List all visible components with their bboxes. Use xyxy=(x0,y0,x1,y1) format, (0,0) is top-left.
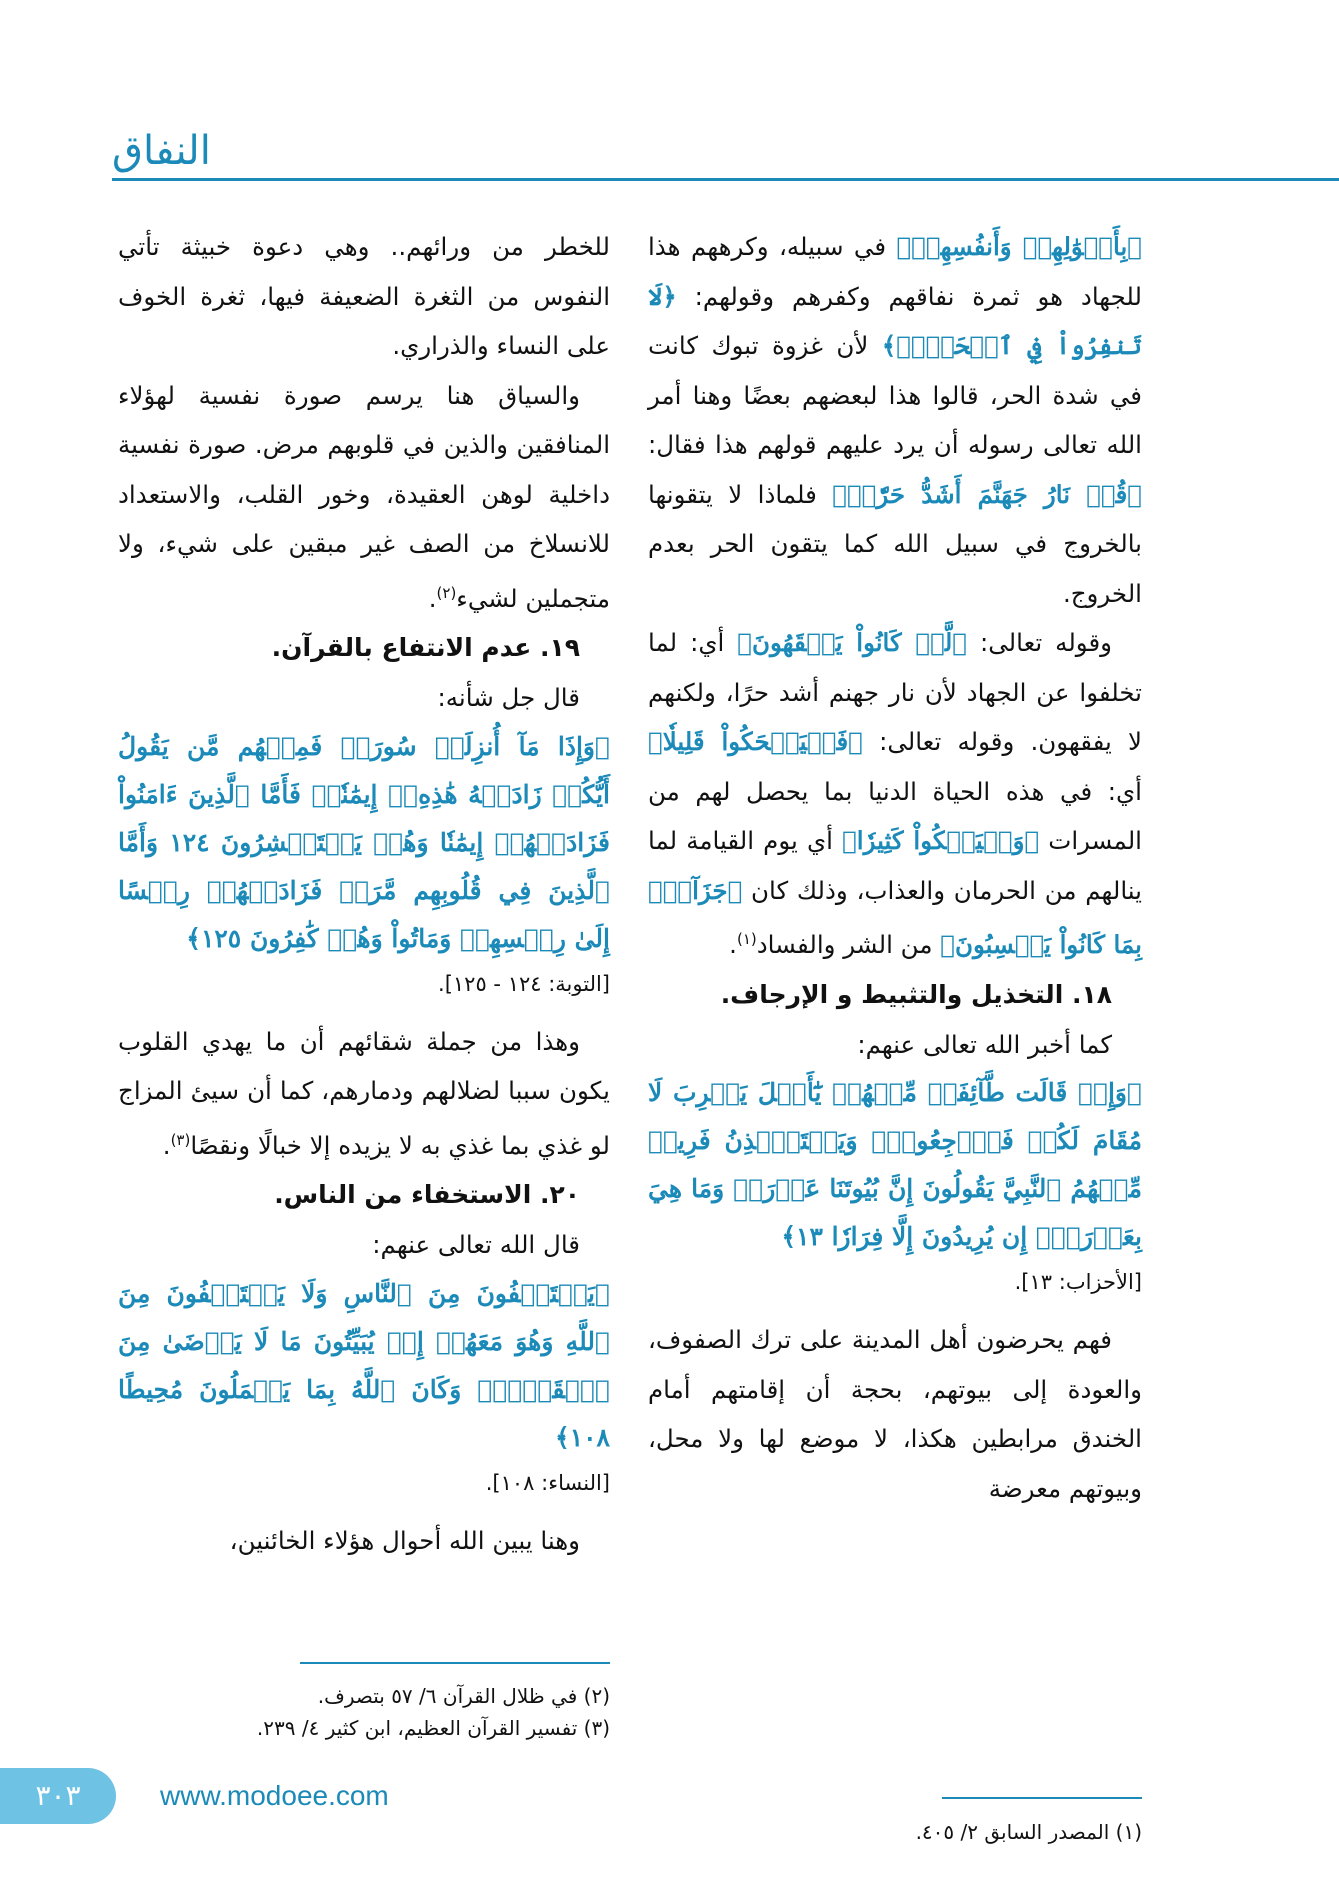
footnotes-left xyxy=(118,1680,610,1744)
footnote-divider xyxy=(300,1662,610,1664)
paragraph xyxy=(118,1220,610,1270)
paragraph xyxy=(648,618,1142,970)
footnote: (٢) في ظلال القرآن ٦/ ٥٧ بتصرف. xyxy=(317,1684,610,1708)
paragraph xyxy=(118,673,610,723)
footnotes-right xyxy=(648,1816,1142,1848)
footnote-ref[interactable]: (٣) xyxy=(170,1130,191,1149)
footnote-ref[interactable]: (٢) xyxy=(436,583,457,602)
paragraph: للخطر من ورائهم.. وهي دعوة خبيثة تأتي النفوس من الثغرة الضعيفة فيها، ثغرة الخوف على النساء والذراري. xyxy=(118,232,610,360)
punctuation: . xyxy=(729,930,737,960)
paragraph-text: قال الله تعالى عنهم: xyxy=(372,1230,580,1260)
paragraph-text: أي: لما تخلفوا عن الجهاد لأن نار جهنم أشد حرًا، ولكنهم لا يفقهون. وقوله تعالى: xyxy=(648,628,1142,756)
section-heading: ١٩. عدم الانتفاع بالقرآن. xyxy=(271,633,580,663)
header-divider xyxy=(112,178,1339,181)
punctuation: . xyxy=(428,583,437,613)
paragraph-text: لأن غزوة تبوك كانت في شدة الحر، قالوا هذا لبعضهم بعضًا وهنا أمر الله تعالى رسوله أن يرد عليهم قولهم هذا فقال: xyxy=(648,331,1142,459)
quran-quote: ﴿جَزَآءَۢ بِمَا كَانُواْ يَكۡسِبُونَ﴾ xyxy=(648,875,1142,960)
footnote-divider xyxy=(942,1797,1142,1799)
quran-verse-block: ﴿وَإِذَا مَآ أُنزِلَتۡ سُورَةٞ فَمِنۡهُم مَّن يَقُولُ أَيُّكُمۡ زَادَتۡهُ هَٰذِهِۦٓ إِيمَٰنٗاۚ فَأَمَّا ٱلَّذِينَ ءَامَنُواْ فَزَادَتۡهُمۡ إِيمَٰنٗا وَهُمۡ يَسۡتَبۡشِرُونَ ١٢٤ وَأَمَّا ٱلَّذِينَ فِي قُلُوبِهِم مَّرَضٞ فَزَادَتۡهُمۡ رِجۡسًا إِلَىٰ رِجۡسِهِمۡ وَمَاتُواْ وَهُمۡ كَٰفِرُونَ ١٢٥﴾ xyxy=(118,731,610,953)
paragraph xyxy=(648,222,1142,618)
page-number: ٣٠٣ xyxy=(0,1768,116,1824)
quran-quote: ﴿قُلۡ نَارُ جَهَنَّمَ أَشَدُّ حَرّٗاۚ﴾ xyxy=(832,479,1143,509)
paragraph-text: في سبيله، وكرههم هذا للجهاد هو ثمرة نفاقهم وكفرهم وقولهم: xyxy=(648,232,1142,311)
verse-reference: [النساء: ١٠٨]. xyxy=(485,1470,610,1495)
verse-reference: [الأحزاب: ١٣]. xyxy=(1014,1270,1142,1295)
page-title: النفاق xyxy=(112,128,211,174)
paragraph-text: من الشر والفساد xyxy=(756,930,941,960)
paragraph: فهم يحرضون أهل المدينة على ترك الصفوف، والعودة إلى بيوتهم، بحجة أن إقامتهم أمام الخندق مرابطين هكذا، لا موضع لها ولا محل، وبيوتهم معرضة xyxy=(648,1325,1142,1503)
right-column xyxy=(648,222,1142,1513)
footnote: (٣) تفسير القرآن العظيم، ابن كثير ٤/ ٢٣٩. xyxy=(256,1716,610,1740)
quran-quote: ﴿لَّوۡ كَانُواْ يَفۡقَهُونَ﴾ xyxy=(737,628,967,657)
website-link[interactable]: www.modoee.com xyxy=(160,1780,389,1811)
left-column xyxy=(118,222,610,1565)
paragraph xyxy=(118,1017,610,1171)
paragraph-text: أي: في هذه الحياة الدنيا بما يحصل لهم من المسرات xyxy=(648,776,1142,855)
paragraph-text: أي يوم القيامة لما ينالهم من الحرمان والعذاب، وذلك كان xyxy=(648,826,1142,905)
paragraph xyxy=(648,1020,1142,1070)
quran-quote: ﴿وَلۡيَبۡكُواْ كَثِيرٗا﴾ xyxy=(842,826,1040,855)
footnote-ref[interactable]: (١) xyxy=(736,930,757,948)
paragraph: وهنا يبين الله أحوال هؤلاء الخائنين، xyxy=(229,1525,580,1555)
paragraph-text: قال جل شأنه: xyxy=(437,683,580,713)
paragraph-text: كما أخبر الله تعالى عنهم: xyxy=(857,1029,1112,1059)
quran-verse-block: ﴿وَإِذۡ قَالَت طَّآئِفَةٞ مِّنۡهُمۡ يَٰٓأَهۡلَ يَثۡرِبَ لَا مُقَامَ لَكُمۡ فَٱرۡجِعُواْۚ وَيَسۡتَـٔۡذِنُ فَرِيقٞ مِّنۡهُمُ ٱلنَّبِيَّ يَقُولُونَ إِنَّ بُيُوتَنَا عَوۡرَةٞ وَمَا هِيَ بِعَوۡرَةٍۖ إِن يُرِيدُونَ إِلَّا فِرَارٗا ١٣﴾ xyxy=(648,1078,1142,1252)
paragraph-text: والسياق هنا يرسم صورة نفسية لهؤلاء المنافقين والذين في قلوبهم مرض. صورة نفسية داخلية لوهن العقيدة، وخور القلب، والاستعداد للانسلاخ من الصف غير مبقين على شيء، ولا متجملين لشيء xyxy=(118,380,610,613)
paragraph-text: فلماذا لا يتقونها بالخروج في سبيل الله كما يتقون الحر بعدم الخروج. xyxy=(648,479,1142,608)
punctuation: . xyxy=(162,1130,171,1160)
section-heading: ٢٠. الاستخفاء من الناس. xyxy=(274,1180,580,1210)
footnote: (١) المصدر السابق ٢/ ٤٠٥. xyxy=(915,1820,1142,1844)
paragraph-text: وقوله تعالى: xyxy=(966,628,1112,657)
quran-verse-block: ﴿يَسۡتَخۡفُونَ مِنَ ٱلنَّاسِ وَلَا يَسۡتَخۡفُونَ مِنَ ٱللَّهِ وَهُوَ مَعَهُمۡ إِذۡ يُبَيِّتُونَ مَا لَا يَرۡضَىٰ مِنَ ٱلۡقَوۡلِۚ وَكَانَ ٱللَّهُ بِمَا يَعۡمَلُونَ مُحِيطًا ١٠٨﴾ xyxy=(118,1278,610,1452)
verse-reference: [التوبة: ١٢٤ - ١٢٥]. xyxy=(438,971,610,996)
quran-quote: ﴿بِأَمۡوَٰلِهِمۡ وَأَنفُسِهِمۡ﴾ xyxy=(896,232,1142,261)
paragraph xyxy=(118,371,610,624)
quran-quote: ﴿لَا تَنفِرُواْ فِي ٱلۡحَرِّۗ﴾ xyxy=(648,281,1142,360)
section-heading: ١٨. التخذيل والتثبيط و الإرجاف. xyxy=(720,979,1112,1009)
paragraph-text: وهذا من جملة شقائهم أن ما يهدي القلوب يكون سببا لضلالهم ودمارهم، كما أن سيئ المزاج لو غذي بما غذي به لا يزيده إلا خبالًا ونقصًا xyxy=(118,1026,610,1160)
quran-quote: ﴿فَلۡيَضۡحَكُواْ قَلِيلٗا﴾ xyxy=(648,727,863,756)
